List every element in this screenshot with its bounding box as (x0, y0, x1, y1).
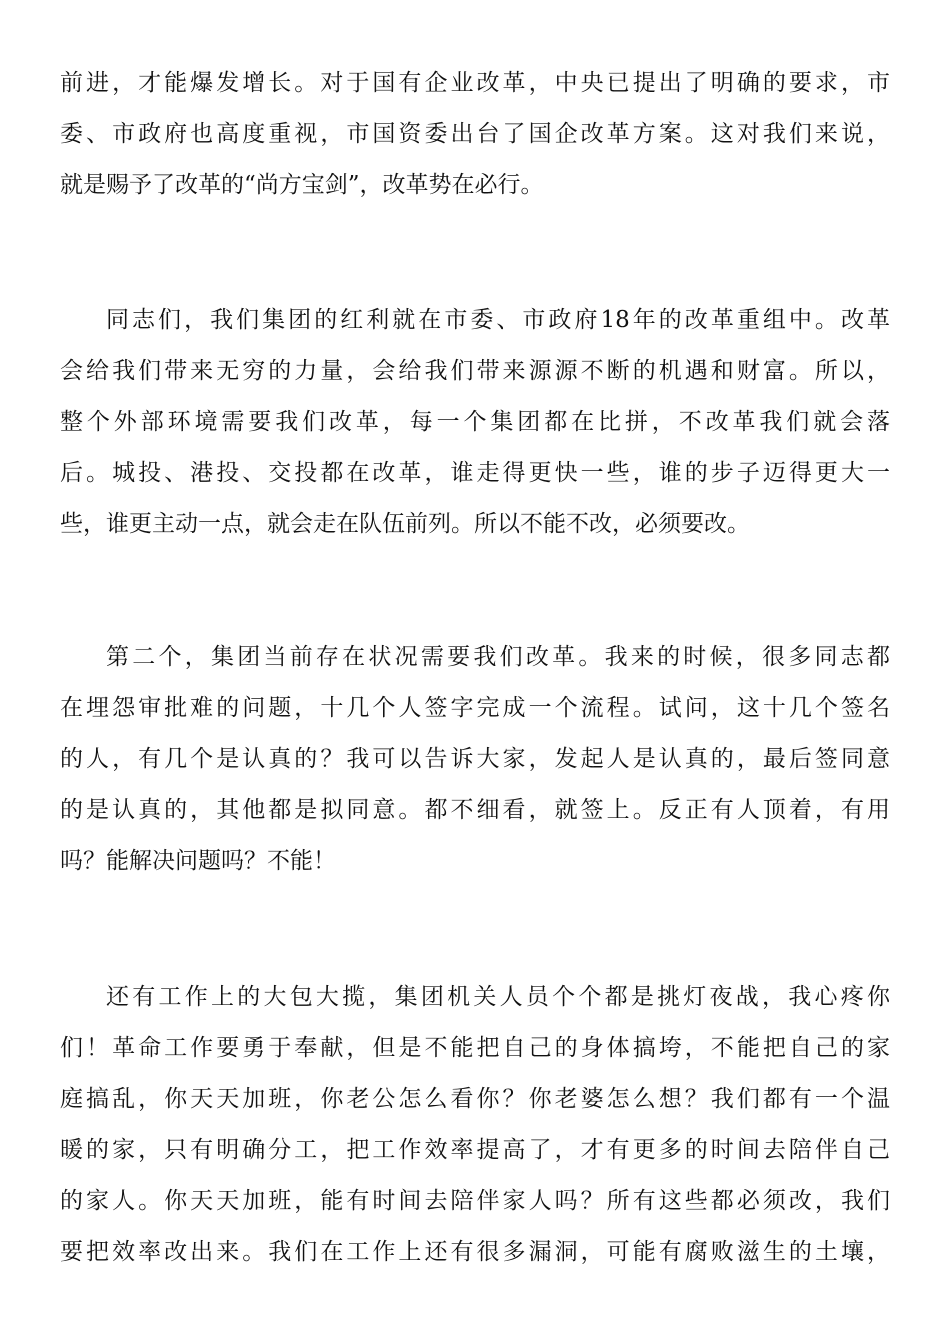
text-line: 后。城投、港投、交投都在改革，谁走得更快一些，谁的步子迈得更大一 (60, 460, 890, 486)
text-line: 庭搞乱，你天天加班，你老公怎么看你？你老婆怎么想？我们都有一个温 (60, 1086, 890, 1112)
text-line: 们！革命工作要勇于奉献，但是不能把自己的身体搞垮，不能把自己的家 (60, 1035, 890, 1061)
text-line: 些，谁更主动一点，就会走在队伍前列。所以不能不改，必须要改。 (60, 511, 750, 537)
text-line: 前进，才能爆发增长。对于国有企业改革，中央已提出了明确的要求，市 (60, 70, 890, 96)
text-line: 的家人。你天天加班，能有时间去陪伴家人吗？所有这些都必须改，我们 (60, 1188, 890, 1214)
paragraph-4 (60, 972, 890, 1278)
text-line: 会给我们带来无穷的力量，会给我们带来源源不断的机遇和财富。所以， (60, 358, 890, 384)
text-line: 暖的家，只有明确分工，把工作效率提高了，才有更多的时间去陪伴自己 (60, 1137, 890, 1163)
text-line: 第二个，集团当前存在状况需要我们改革。我来的时候，很多同志都 (106, 644, 890, 670)
paragraph-3 (60, 632, 890, 887)
text-line: 的人，有几个是认真的？我可以告诉大家，发起人是认真的，最后签同意 (60, 746, 890, 772)
paragraph-2 (60, 295, 890, 550)
text-line: 还有工作上的大包大揽，集团机关人员个个都是挑灯夜战，我心疼你 (106, 984, 890, 1010)
paragraph-1 (60, 58, 890, 211)
text-line: 吗？能解决问题吗？不能！ (60, 848, 336, 874)
text-line: 委、市政府也高度重视，市国资委出台了国企改革方案。这对我们来说， (60, 121, 890, 147)
text-line: 整个外部环境需要我们改革，每一个集团都在比拼，不改革我们就会落 (60, 409, 890, 435)
text-line: 就是赐予了改革的“尚方宝剑”，改革势在必行。 (60, 172, 544, 198)
text-line: 要把效率改出来。我们在工作上还有很多漏洞，可能有腐败滋生的土壤， (60, 1239, 890, 1265)
text-line: 同志们，我们集团的红利就在市委、市政府18年的改革重组中。改革 (106, 307, 890, 333)
text-line: 的是认真的，其他都是拟同意。都不细看，就签上。反正有人顶着，有用 (60, 797, 890, 823)
text-line: 在埋怨审批难的问题，十几个人签字完成一个流程。试问，这十几个签名 (60, 695, 890, 721)
